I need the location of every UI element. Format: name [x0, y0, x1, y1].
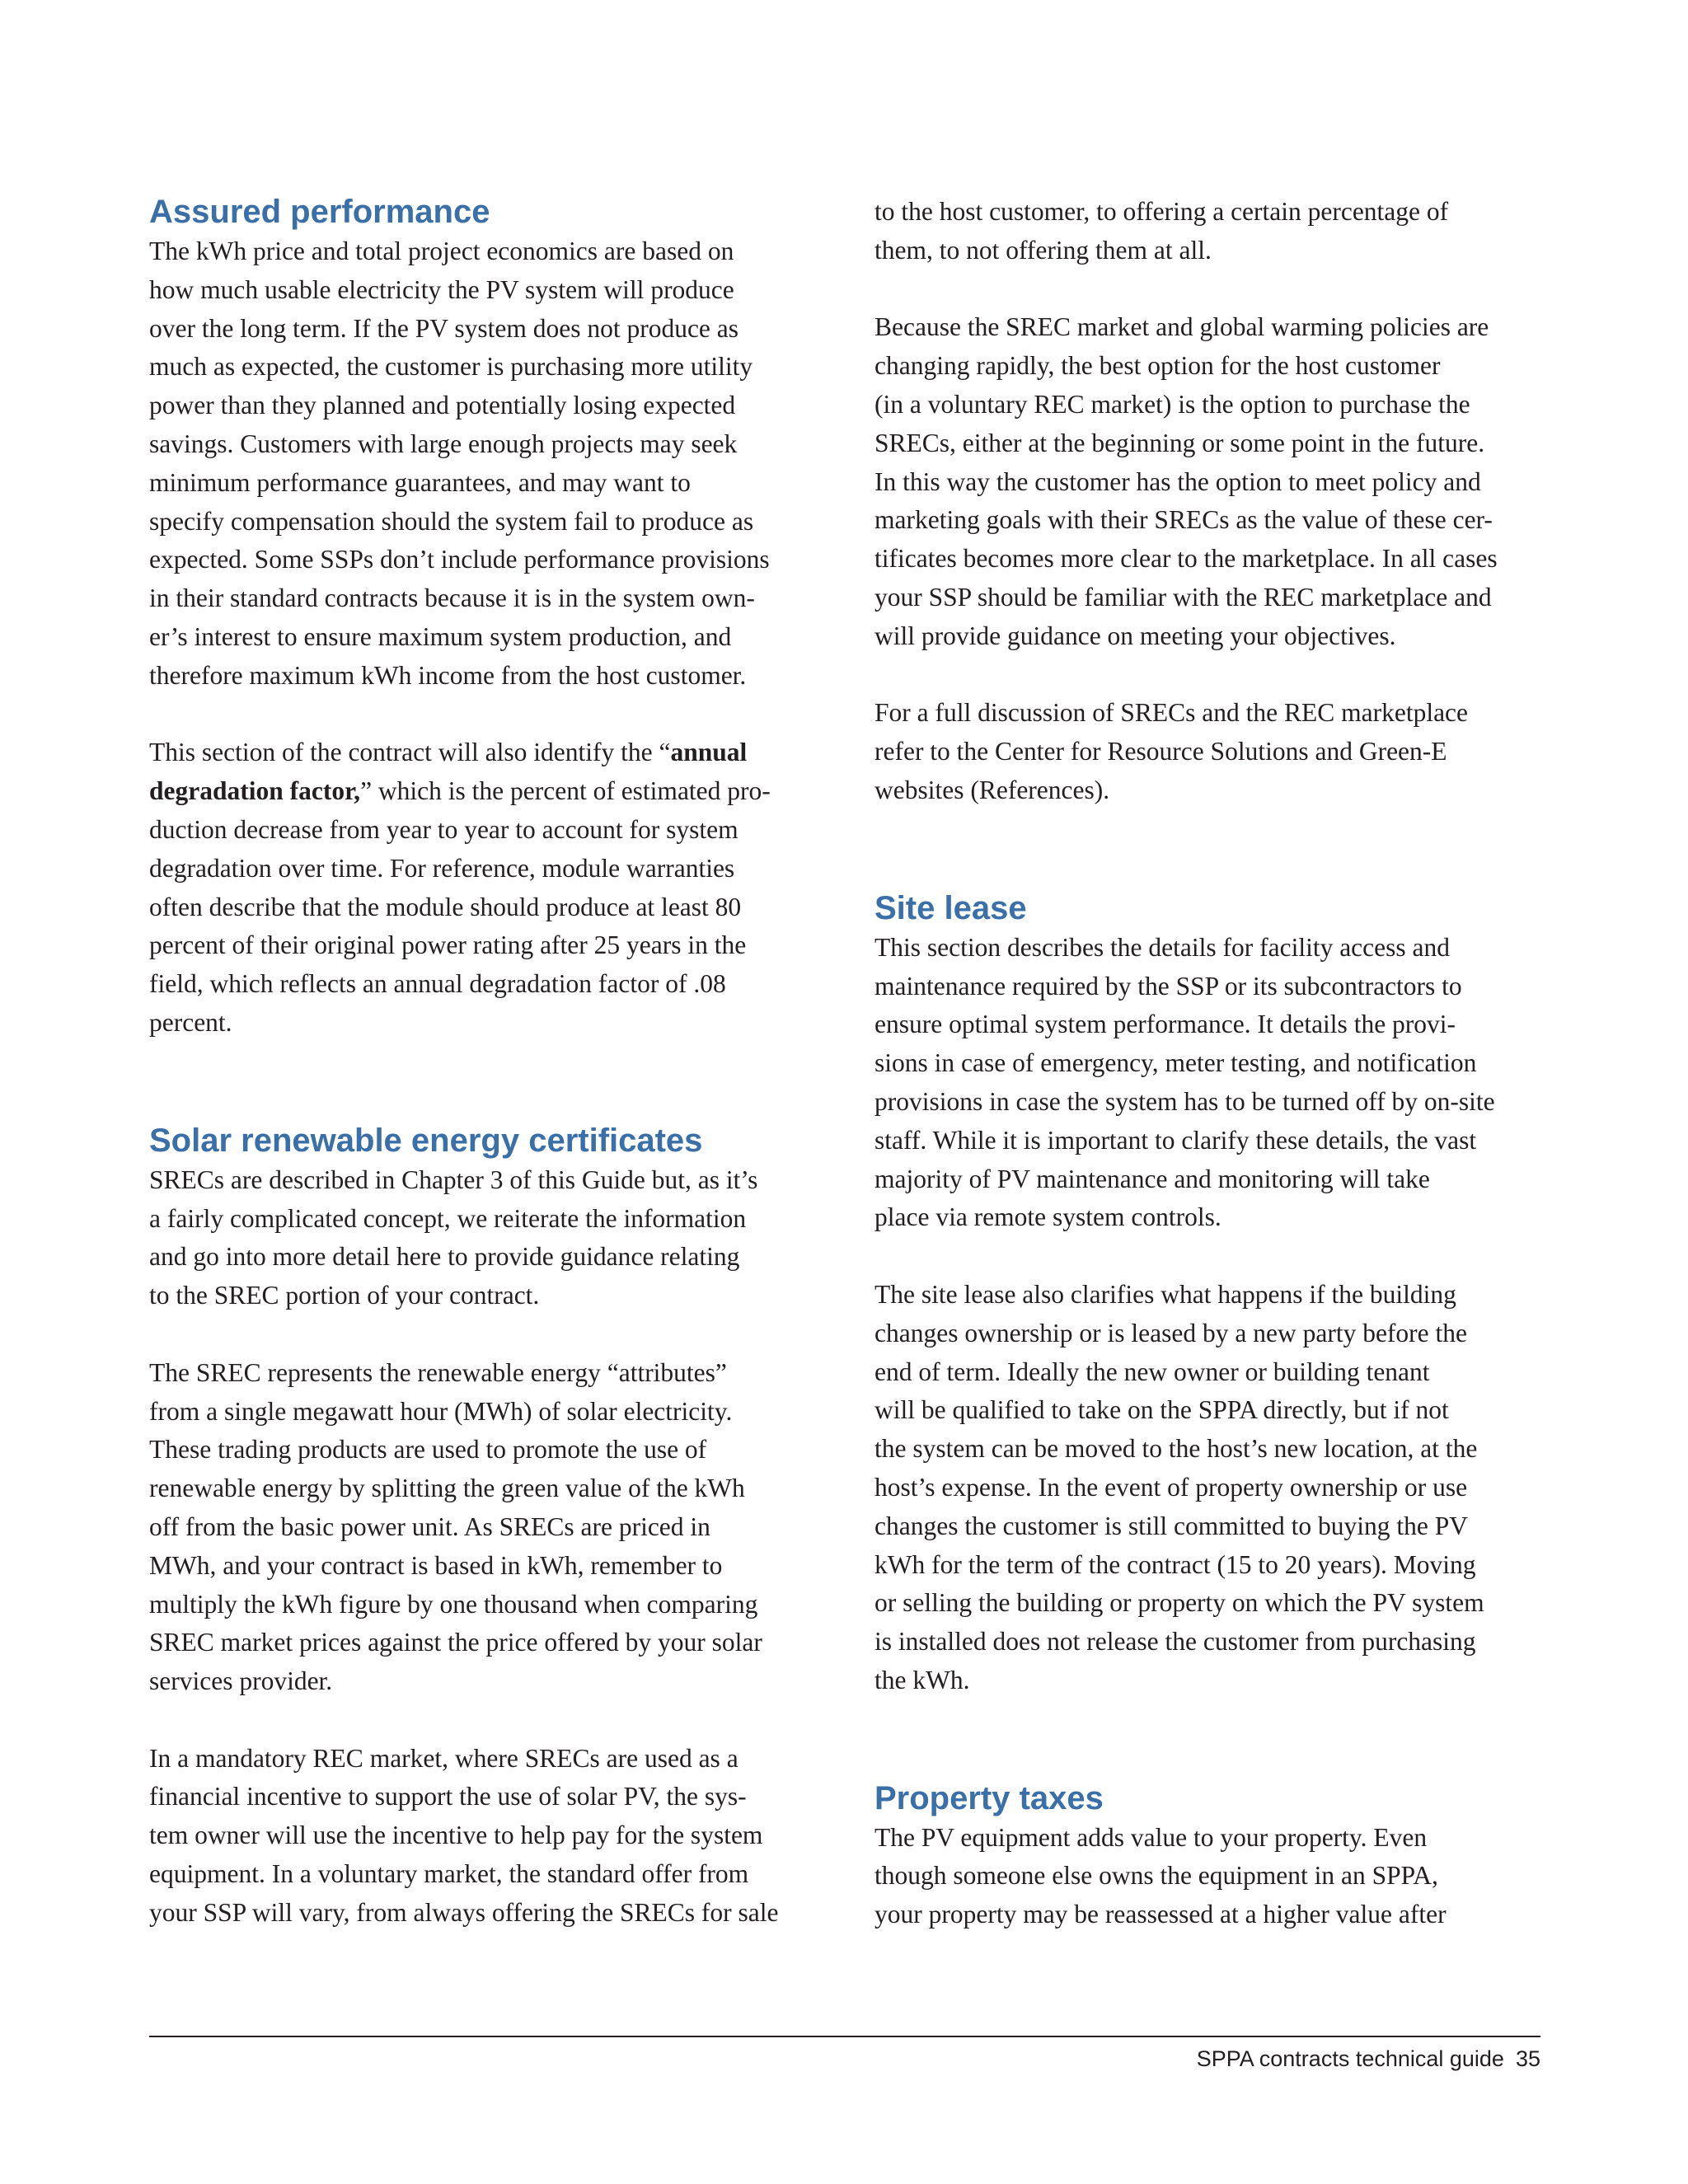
srec-paragraph-2: The SREC represents the renewable energy “attributes” from a single megawatt hour (MWh) of solar electricity. These trading products are used to promote the use of renewable energy by splitting the green value of the kWh off from the basic power unit. As SRECs are priced in MWh, and your contract is based in kWh, remember to multiply the kWh figure by one thousand when comparing SREC market prices against the price offered by your solar services provider. [149, 1357, 762, 1696]
left-column [149, 191, 817, 1933]
property-taxes-heading: Property taxes [874, 1779, 1104, 1816]
srec-paragraph-1: SRECs are described in Chapter 3 of this Guide but, as it’s a fairly complicated concept, we reiterate the information and go into more detail here to provide guidance relating to the SREC portion of your contract. [149, 1165, 758, 1310]
srec-continued-paragraph-3: For a full discussion of SRECs and the REC marketplace refer to the Center for Resource Solutions and Green-E websites (References). [874, 698, 1469, 804]
srec-paragraph-3: In a mandatory REC market, where SRECs are used as a financial incentive to support the use of solar PV, the sys- tem owner will use the incentive to help pay for the system equipment. In a voluntary market, the standard offer from your SSP will vary, from always offering the SRECs for sale [149, 1743, 779, 1927]
page-footer [1197, 2042, 1540, 2075]
assured-performance-paragraph-2 [149, 733, 817, 1042]
site-lease-heading: Site lease [874, 889, 1027, 926]
degradation-rest-text: ” which is the percent of estimated pro- duction decrease from year to year to account for system degradation over time. For reference, module warranties often describe that the module should produce at least 80 percent of their original power rating after 25 years in the field, which reflects an annual degradation factor of .08 percent. [149, 776, 771, 1037]
srec-heading: Solar renewable energy certificates [149, 1122, 703, 1159]
site-lease-paragraph-1: This section describes the details for facility access and maintenance required by the SSP or its subcontractors to ensure optimal system performance. It details the provi- sions in case of emergency, meter testing, and notification provisions in case the system has to be turned off by on-site staff. While it is important to clarify these details, the vast majority of PV maintenance and monitoring will take place via remote system controls. [874, 932, 1495, 1232]
degradation-intro-text: This section of the contract will also identify the “ [149, 738, 671, 767]
guide-title: SPPA contracts technical guide [1196, 2046, 1504, 2071]
footer-divider [149, 2036, 1540, 2037]
srec-continued-paragraph-1: to the host customer, to offering a certain percentage of them, to not offering them at all. [874, 197, 1449, 265]
site-lease-paragraph-2: The site lease also clarifies what happens if the building changes ownership or is leased by a new party before the end of term. Ideally the new owner or building tenant will be qualified to take on the SPPA directly, but if not the system can be moved to the host’s new location, at the host’s expense. In the event of property ownership or use changes the customer is still committed to buying the PV kWh for the term of the contract (15 to 20 years). Moving or selling the building or property on which the PV system is installed does not release the customer from purchasing the kWh. [874, 1279, 1484, 1694]
property-taxes-paragraph-1: The PV equipment adds value to your property. Even though someone else owns the equipment in an SPPA, your property may be reassessed at a higher value after [874, 1822, 1447, 1929]
assured-performance-heading: Assured performance [149, 194, 490, 230]
right-column [874, 193, 1550, 1934]
annual-degradation-factor-term: annual degradation factor, [149, 738, 748, 806]
assured-performance-paragraph-1: The kWh price and total project economics are based on how much usable electricity the PV system will produce over the long term. If the PV system does not produce as much as expected, the customer is purchasing more utility power than they planned and potentially losing expected savings. Customers with large enough projects may seek minimum performance guarantees, and may want to specify compensation should the system fail to produce as expected. Some SSPs don’t include performance provisions in their standard contracts because it is in the system own- er’s interest to ensure maximum system production, and therefore maximum kWh income from the host customer. [149, 237, 770, 690]
page-number: 35 [1515, 2046, 1540, 2071]
srec-continued-paragraph-2: Because the SREC market and global warming policies are changing rapidly, the best option for the host customer (in a voluntary REC market) is the option to purchase the SRECs, either at the beginning or some point in the future. In this way the customer has the option to meet policy and marketing goals with their SRECs as the value of these cer- tificates becomes more clear to the marketplace. In all cases your SSP should be familiar with the REC marketplace and will provide guidance on meeting your objectives. [874, 312, 1498, 650]
